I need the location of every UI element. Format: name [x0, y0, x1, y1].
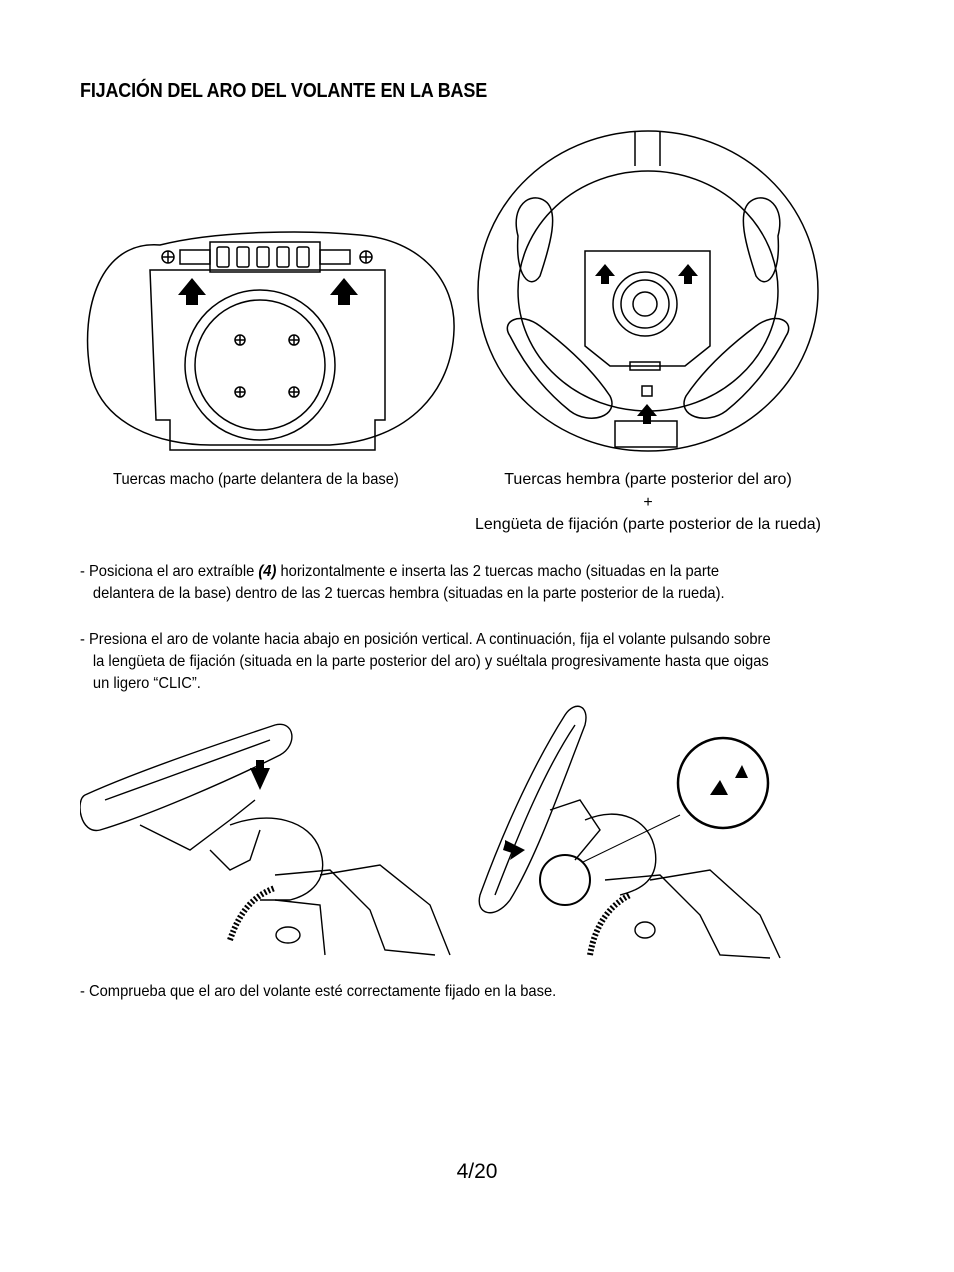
step-3-paragraph: - Comprueba que el aro del volante esté correctamente fijado en la base. [80, 983, 557, 1000]
step-2-line3: un ligero “CLIC”. [92, 675, 201, 692]
step-2-paragraph [80, 629, 816, 695]
step-2-line1: - Presiona el aro de volante hacia abajo en posición vertical. A continuación, fija el volante pulsando sobre [80, 631, 771, 648]
wheel-rear-illustration [470, 126, 830, 456]
caption-male-nuts: Tuercas macho (parte delantera de la base) [113, 471, 399, 488]
caption-locking-tab: Lengüeta de fijación (parte posterior de la rueda) [475, 516, 821, 533]
base-front-illustration [80, 220, 460, 460]
caption-plus: + [643, 494, 653, 511]
page-number: 4/20 [456, 1160, 498, 1183]
step-1-line1-rest: horizontalmente e inserta las 2 tuercas macho (situadas en la parte [276, 563, 720, 580]
caption-female-nuts: Tuercas hembra (parte posterior del aro) [504, 471, 792, 488]
step-2-line2: la lengüeta de fijación (situada en la parte posterior del aro) y suéltala progresivamente hasta que oigas [92, 653, 769, 670]
step-1-paragraph [80, 561, 816, 605]
section-heading: FIJACIÓN DEL ARO DEL VOLANTE EN LA BASE [80, 80, 488, 102]
step-1-prefix: - Posiciona el aro extraíble [80, 563, 259, 580]
mounting-illustration [80, 700, 800, 960]
step-1-reference: (4) [258, 563, 277, 580]
step-1-line2: delantera de la base) dentro de las 2 tuercas hembra (situadas en la parte posterior de la rueda). [92, 585, 725, 602]
